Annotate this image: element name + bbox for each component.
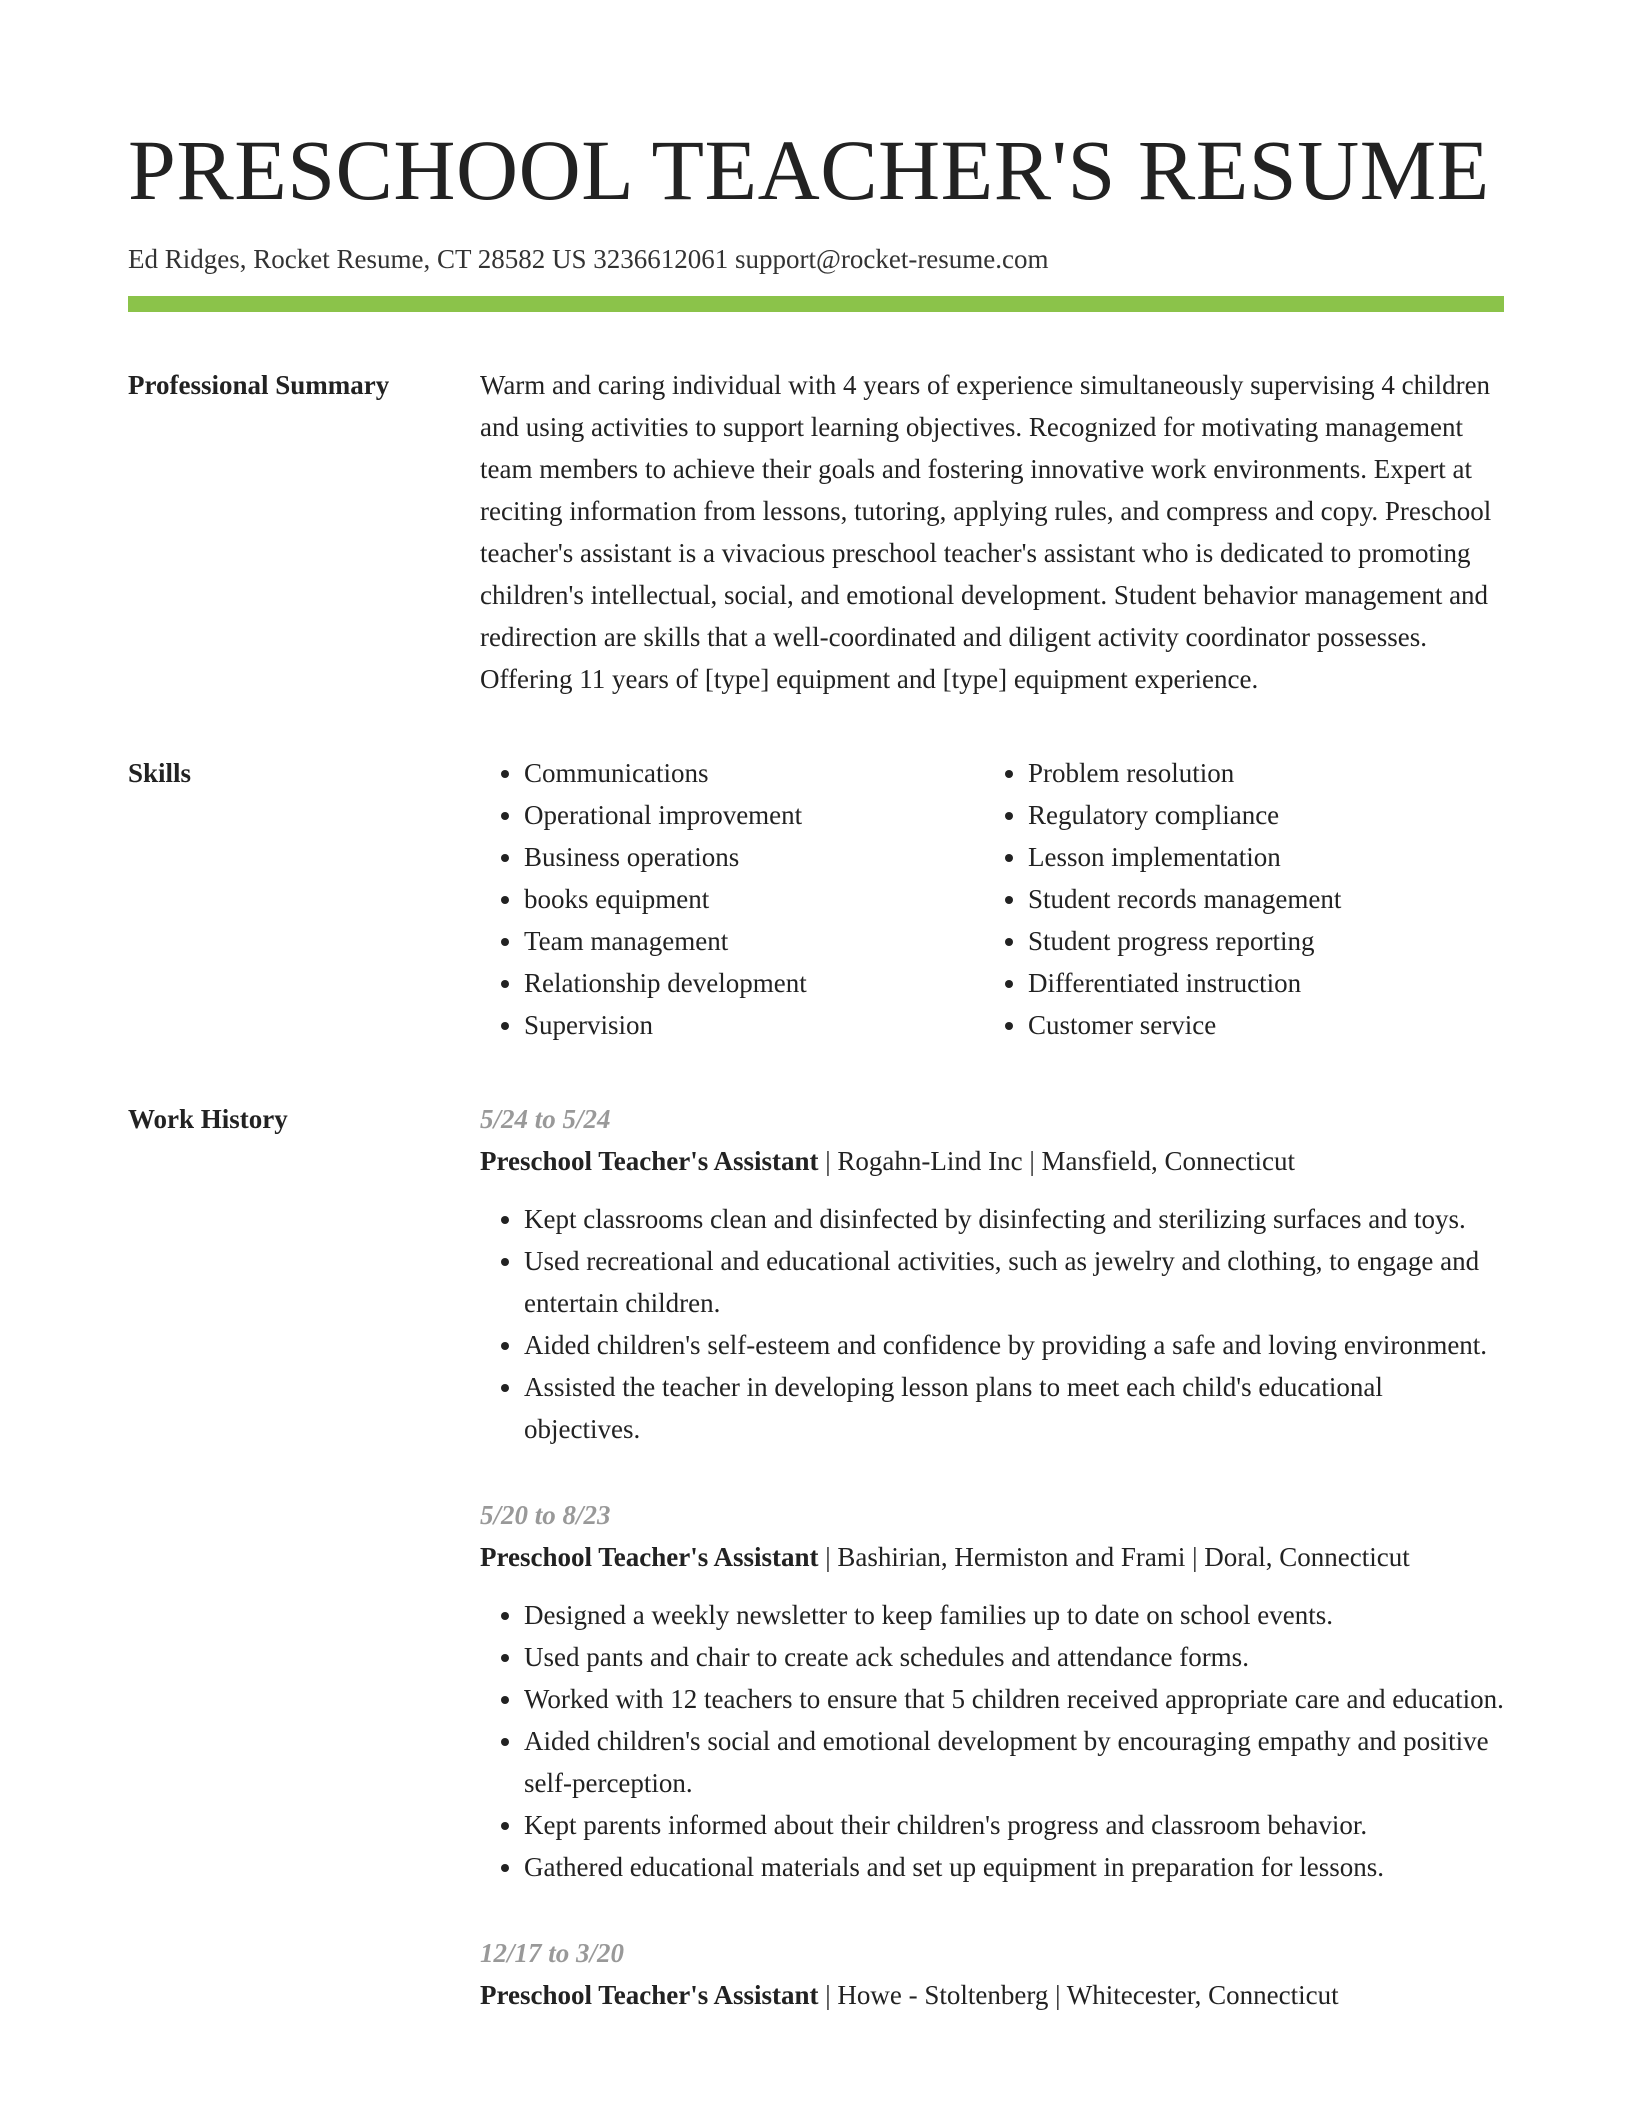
contact-name-address: Ed Ridges, Rocket Resume, CT 28582 US xyxy=(128,244,587,274)
skills-list-left xyxy=(480,752,984,1046)
resume-page xyxy=(128,120,1504,2016)
summary-label: Professional Summary xyxy=(128,370,390,400)
job-dates: 12/17 to 3/20 xyxy=(480,1938,625,1968)
jobs-list xyxy=(480,1098,1504,2016)
job-bullets xyxy=(480,1594,1504,1888)
skill-item: • Business operations xyxy=(524,836,984,878)
skills-list-right xyxy=(984,752,1488,1046)
job-title: Preschool Teacher's Assistant xyxy=(480,1542,819,1572)
job-bullet: • Worked with 12 teachers to ensure that 5 children received appropriate care and education. xyxy=(524,1678,1504,1720)
skills-grid xyxy=(480,752,1504,1046)
skill-item: • Relationship development xyxy=(524,962,984,1004)
skill-item: • Operational improvement xyxy=(524,794,984,836)
skill-item: • Differentiated instruction xyxy=(1028,962,1488,1004)
job-entry xyxy=(480,1932,1504,2016)
skills-label: Skills xyxy=(128,758,192,788)
contact-line xyxy=(128,242,1504,276)
job-bullet: • Aided children's self-esteem and confidence by providing a safe and loving environment. xyxy=(524,1324,1504,1366)
skill-item: • Customer service xyxy=(1028,1004,1488,1046)
skill-item: • Student records management xyxy=(1028,878,1488,920)
job-header xyxy=(480,1536,1504,1578)
skill-item: • Problem resolution xyxy=(1028,752,1488,794)
work-history-label: Work History xyxy=(128,1104,288,1134)
skill-item: • books equipment xyxy=(524,878,984,920)
job-bullet: • Kept classrooms clean and disinfected by disinfecting and sterilizing surfaces and toys. xyxy=(524,1198,1504,1240)
job-bullets xyxy=(480,1198,1504,1450)
job-details: | Bashirian, Hermiston and Frami | Doral, Connecticut xyxy=(818,1542,1410,1572)
job-header xyxy=(480,1974,1504,2016)
accent-divider xyxy=(128,296,1504,312)
job-bullet: • Designed a weekly newsletter to keep families up to date on school events. xyxy=(524,1594,1504,1636)
job-dates: 5/24 to 5/24 xyxy=(480,1104,611,1134)
summary-section xyxy=(128,364,1504,700)
skill-item: • Team management xyxy=(524,920,984,962)
resume-title: PRESCHOOL TEACHER'S RESUME xyxy=(128,122,1490,218)
job-bullet: • Kept parents informed about their children's progress and classroom behavior. xyxy=(524,1804,1504,1846)
skill-item: • Supervision xyxy=(524,1004,984,1046)
work-history-section xyxy=(128,1098,1504,2016)
summary-text: Warm and caring individual with 4 years of experience simultaneously supervising 4 children and using activities to support learning objectives. Recognized for motivating management team members to achieve their goals and fostering innovative work environments. Expert at reciting information from lessons, tutoring, applying rules, and compress and copy. Preschool teacher's assistant is a vivacious preschool teacher's assistant who is dedicated to promoting children's intellectual, social, and emotional development. Student behavior management and redirection are skills that a well-coordinated and diligent activity coordinator possesses. Offering 11 years of [type] equipment and [type] equipment experience. xyxy=(480,370,1492,694)
job-bullet: • Gathered educational materials and set up equipment in preparation for lessons. xyxy=(524,1846,1504,1888)
job-details: | Howe - Stoltenberg | Whitecester, Connecticut xyxy=(818,1980,1339,2010)
job-bullet: • Aided children's social and emotional development by encouraging empathy and positive self-perception. xyxy=(524,1720,1504,1804)
contact-email: support@rocket-resume.com xyxy=(735,244,1049,274)
job-bullet: • Used pants and chair to create ack schedules and attendance forms. xyxy=(524,1636,1504,1678)
job-dates: 5/20 to 8/23 xyxy=(480,1500,611,1530)
skills-section xyxy=(128,752,1504,1046)
job-title: Preschool Teacher's Assistant xyxy=(480,1146,819,1176)
job-bullet: • Assisted the teacher in developing lesson plans to meet each child's educational objectives. xyxy=(524,1366,1504,1450)
skill-item: • Student progress reporting xyxy=(1028,920,1488,962)
skill-item: • Communications xyxy=(524,752,984,794)
job-header xyxy=(480,1140,1504,1182)
job-entry xyxy=(480,1098,1504,1450)
skill-item: • Regulatory compliance xyxy=(1028,794,1488,836)
skill-item: • Lesson implementation xyxy=(1028,836,1488,878)
job-details: | Rogahn-Lind Inc | Mansfield, Connecticut xyxy=(818,1146,1295,1176)
job-entry xyxy=(480,1494,1504,1888)
job-title: Preschool Teacher's Assistant xyxy=(480,1980,819,2010)
contact-phone: 3236612061 xyxy=(593,244,729,274)
job-bullet: • Used recreational and educational activities, such as jewelry and clothing, to engage and entertain children. xyxy=(524,1240,1504,1324)
